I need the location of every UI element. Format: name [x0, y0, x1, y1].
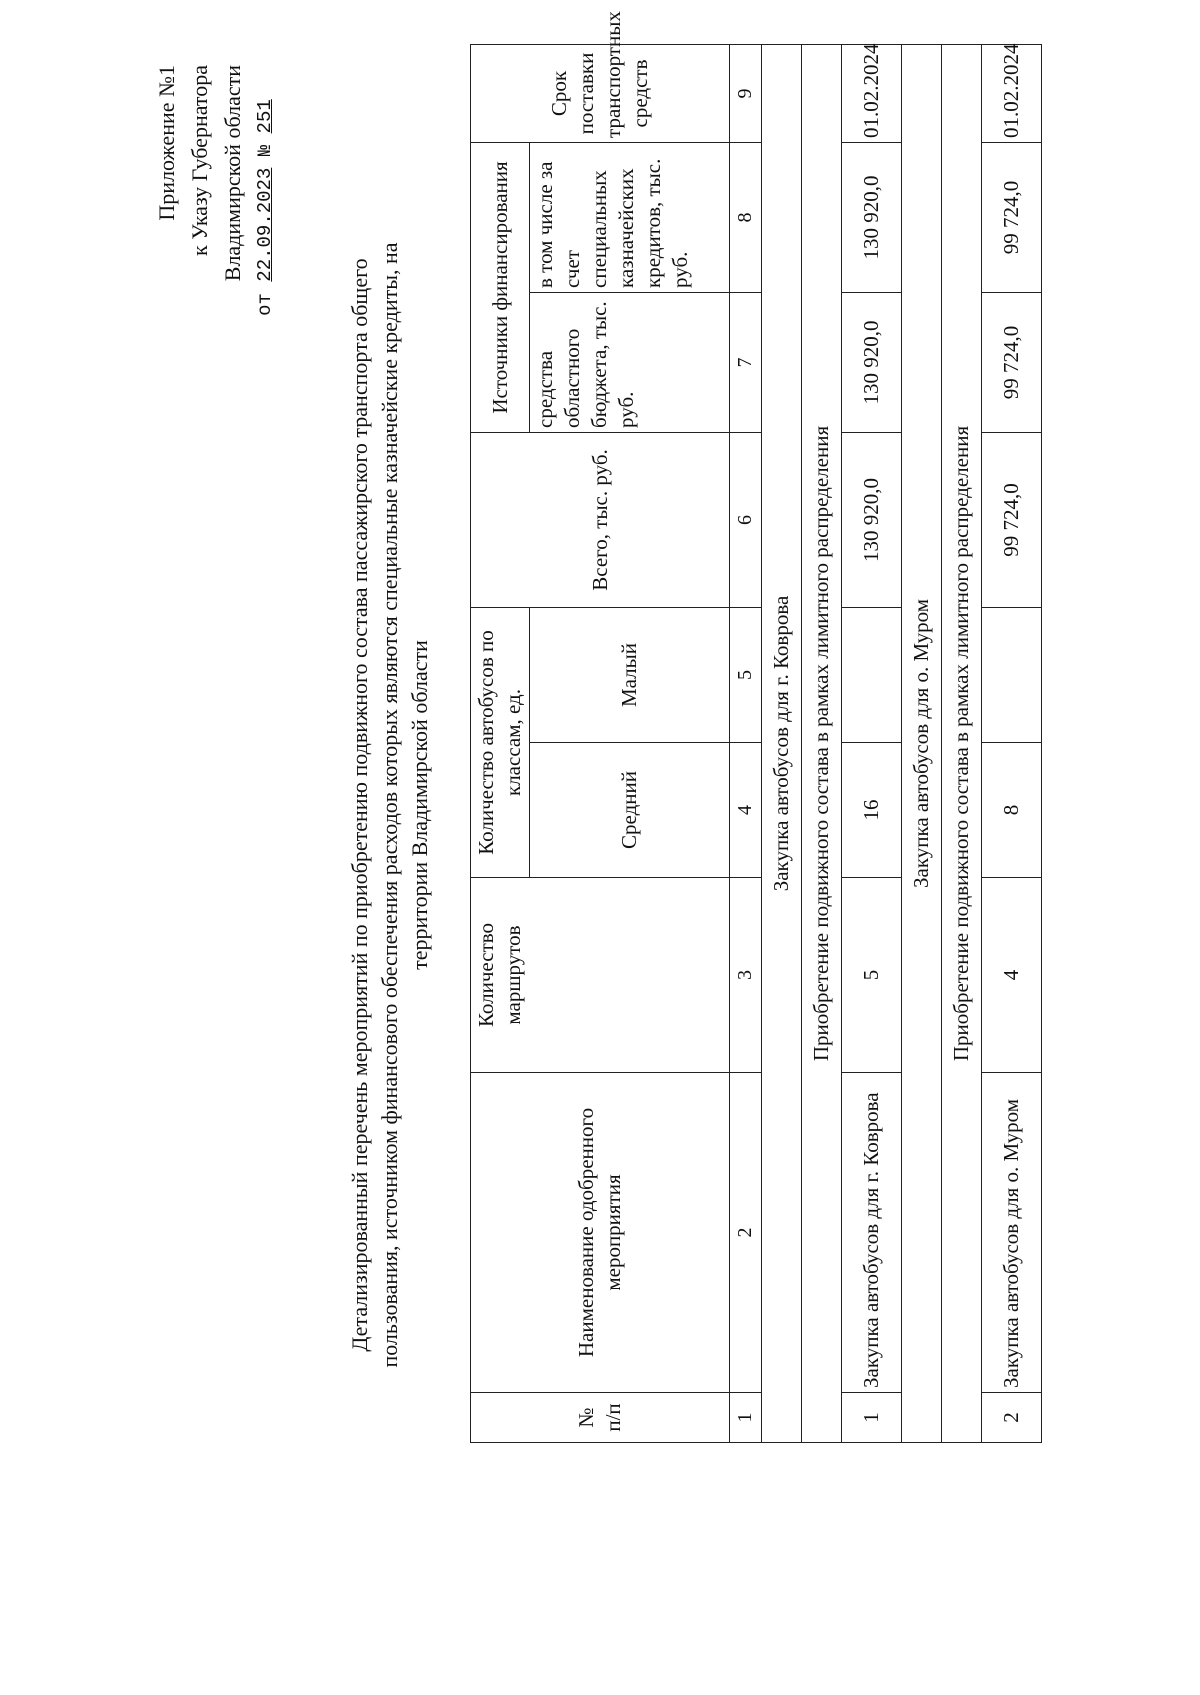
table-row	[842, 44, 902, 1442]
date-value: 22.09.2023	[254, 167, 276, 282]
row-num: 1	[842, 1393, 902, 1443]
row-small	[842, 607, 902, 742]
header-sources: Источники финансирования	[471, 142, 530, 432]
header-small: Малый	[530, 607, 730, 742]
header-medium: Средний	[530, 743, 730, 878]
measures-table	[470, 11, 1042, 1443]
row-name: Закупка автобусов для о. Муром	[982, 1073, 1042, 1393]
col-number: 9	[730, 44, 762, 142]
col-number: 8	[730, 142, 762, 292]
col-number: 5	[730, 607, 762, 742]
header-buses: Количество автобусов по классам, ед.	[471, 607, 530, 877]
section-title-row	[902, 44, 942, 1442]
header-treasury: в том числе за счет специальных казначейских кредитов, тыс. руб.	[530, 142, 730, 292]
header-routes: Количество маршрутов	[471, 878, 730, 1073]
section-title-row	[762, 44, 802, 1442]
header-num: № п/п	[471, 1393, 730, 1443]
row-treasury: 99 724,0	[982, 142, 1042, 292]
section-subtitle: Приобретение подвижного состава в рамках лимитного распределения	[942, 44, 982, 1442]
row-total: 130 920,0	[842, 432, 902, 607]
number-value: 251	[254, 99, 276, 134]
col-number: 1	[730, 1393, 762, 1443]
section-title: Закупка автобусов для г. Коврова	[762, 44, 802, 1442]
row-deadline: 01.02.2024	[842, 44, 902, 142]
heading-line-1: Детализированный перечень мероприятий по приобретению подвижного состава пассажирского транспорта общего	[347, 258, 372, 1352]
header-row-1	[471, 44, 530, 1442]
row-small	[982, 607, 1042, 742]
column-numbers-row	[730, 44, 762, 1442]
table-row	[982, 44, 1042, 1442]
section-title: Закупка автобусов для о. Муром	[902, 44, 942, 1442]
section-subtitle: Приобретение подвижного состава в рамках лимитного распределения	[802, 44, 842, 1442]
number-sign: №	[254, 144, 276, 157]
header-regional: средства областного бюджета, тыс. руб.	[530, 292, 730, 432]
section-subtitle-row	[942, 44, 982, 1442]
row-num: 2	[982, 1393, 1042, 1443]
appendix-line-3: Владимирской области	[220, 65, 245, 282]
row-medium: 16	[842, 743, 902, 878]
col-number: 3	[730, 878, 762, 1073]
row-name: Закупка автобусов для г. Коврова	[842, 1073, 902, 1393]
header-deadline: Срок поставки транспортных средств	[471, 44, 730, 142]
appendix-line-1: Приложение №1	[154, 65, 179, 221]
row-regional: 130 920,0	[842, 292, 902, 432]
document-heading	[345, 185, 435, 1425]
col-number: 4	[730, 743, 762, 878]
appendix-block	[150, 65, 282, 365]
section-subtitle-row	[802, 44, 842, 1442]
header-name: Наименование одобренного мероприятия	[471, 1073, 730, 1393]
heading-line-3: территории Владимирской области	[407, 640, 432, 970]
heading-line-2: пользования, источником финансового обеспечения расходов которых являются специальные казначейские кредиты, на	[377, 242, 402, 1368]
row-routes: 4	[982, 878, 1042, 1073]
row-deadline: 01.02.2024	[982, 44, 1042, 142]
col-number: 7	[730, 292, 762, 432]
row-regional: 99 724,0	[982, 292, 1042, 432]
col-number: 2	[730, 1073, 762, 1393]
row-treasury: 130 920,0	[842, 142, 902, 292]
row-routes: 5	[842, 878, 902, 1073]
appendix-line-2: к Указу Губернатора	[187, 65, 212, 256]
header-total: Всего, тыс. руб.	[471, 432, 730, 607]
row-medium: 8	[982, 743, 1042, 878]
row-total: 99 724,0	[982, 432, 1042, 607]
col-number: 6	[730, 432, 762, 607]
appendix-date-line	[249, 65, 282, 365]
date-prefix: от	[254, 293, 276, 316]
